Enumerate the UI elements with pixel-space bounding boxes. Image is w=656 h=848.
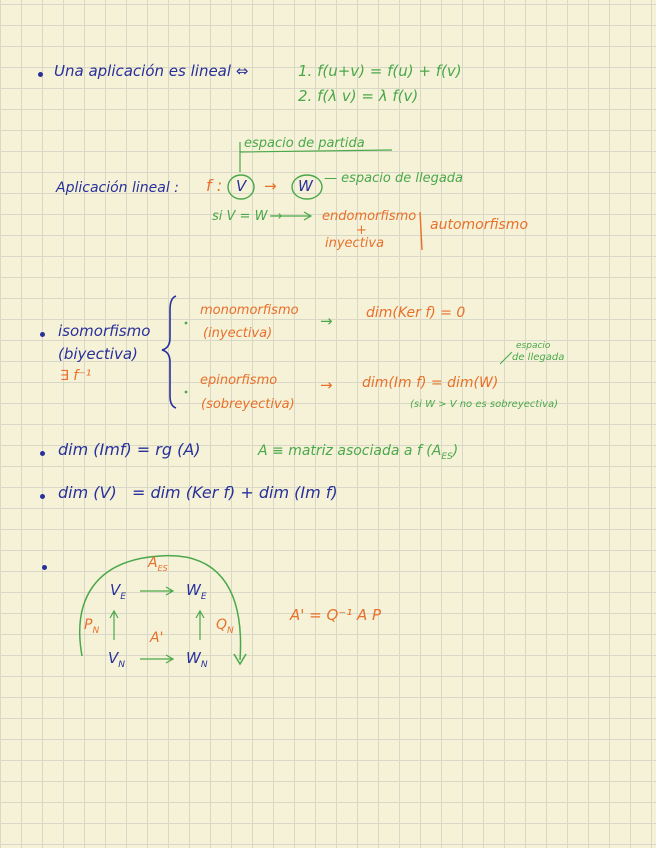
diagram-VE-sub: E	[120, 592, 126, 602]
linear-cond-1: 1. f(u+v) = f(u) + f(v)	[298, 62, 462, 80]
espacio-partida-label: espacio de partida	[244, 136, 365, 151]
diagram-WE-sub: E	[200, 592, 207, 602]
diagram-VN-letter: V	[108, 649, 119, 667]
endomorfismo-label: endomorfismo	[322, 209, 417, 224]
diagram-A-top	[148, 556, 168, 573]
diagram-A-top-sub: ES	[157, 563, 168, 573]
aplicacion-lineal-label: Aplicación lineal :	[56, 180, 179, 196]
diagram-WE-letter: W	[186, 581, 201, 599]
diagram-PN-sub: N	[92, 625, 100, 636]
diagram-WN-sub: N	[200, 660, 208, 670]
diagram-QN-sub: N	[227, 625, 234, 636]
diagram-WN	[186, 651, 208, 670]
rank-note-sub: ES	[441, 451, 453, 462]
rank-note-close: )	[452, 443, 459, 459]
diagram-PN	[84, 618, 99, 636]
f-prefix: f :	[206, 176, 223, 195]
diagram-WE	[186, 583, 207, 602]
dim-ker-zero: dim(Ker f) = 0	[366, 305, 466, 321]
epinorfismo-label: epinorfismo	[200, 373, 278, 388]
si-v-w: si V = W →	[212, 209, 283, 224]
diagram-VN-sub: N	[118, 660, 125, 670]
epi-sobreyectiva-label: (sobreyectiva)	[201, 397, 295, 412]
monomorfismo-label: monomorfismo	[200, 303, 299, 318]
espacio-llegada-small-1: espacio	[516, 341, 551, 351]
diagram-WN-letter: W	[186, 649, 201, 667]
mono-arrow: →	[320, 312, 333, 330]
rank-note-text: A ≡ matriz asociada a f (A	[258, 443, 442, 459]
bullet-1	[38, 72, 43, 77]
diagram-A-prime: A'	[150, 630, 164, 646]
biyectiva-label: (biyectiva)	[58, 345, 138, 363]
inyectiva-label: inyectiva	[325, 236, 385, 251]
diagram-VE-letter: V	[110, 581, 121, 599]
dimension-formula: dim (V) = dim (Ker f) + dim (Im f)	[58, 483, 338, 502]
exists-inverse: ∃ f⁻¹	[60, 368, 92, 384]
diagram-QN	[216, 618, 234, 636]
space-W: W	[298, 177, 313, 195]
rank-note	[258, 444, 458, 462]
plus-sign: +	[356, 223, 367, 238]
bullet-5	[42, 565, 47, 570]
espacio-llegada-small-2: de llegada	[512, 352, 565, 363]
linear-cond-2: 2. f(λ v) = λ f(v)	[298, 87, 419, 105]
diagram-A-top-letter: A	[148, 555, 158, 571]
diagram-VE	[110, 583, 126, 602]
mono-inyectiva-label: (inyectiva)	[203, 326, 273, 341]
bullet-3	[40, 451, 45, 456]
map-arrow: →	[264, 177, 277, 195]
rank-formula: dim (Imf) = rg (A)	[58, 440, 201, 459]
dim-im-eq-dim-w: dim(Im f) = dim(W)	[362, 375, 499, 391]
linear-def-intro: Una aplicación es lineal ⇔	[54, 62, 249, 80]
diagram-PN-letter: P	[84, 617, 93, 633]
epi-arrow: →	[320, 376, 333, 394]
isomorfismo-title: isomorfismo	[58, 322, 151, 340]
change-of-basis-formula: A' = Q⁻¹ A P	[290, 606, 382, 624]
automorfismo-label: automorfismo	[430, 217, 529, 233]
espacio-llegada-label: — espacio de llegada	[324, 171, 464, 186]
bullet-4	[40, 494, 45, 499]
diagram-VN	[108, 651, 125, 670]
space-V: V	[236, 177, 247, 195]
bullet-2	[40, 332, 45, 337]
sobreyectiva-note: (si W > V no es sobreyectiva)	[410, 399, 559, 410]
diagram-QN-letter: Q	[216, 617, 228, 633]
